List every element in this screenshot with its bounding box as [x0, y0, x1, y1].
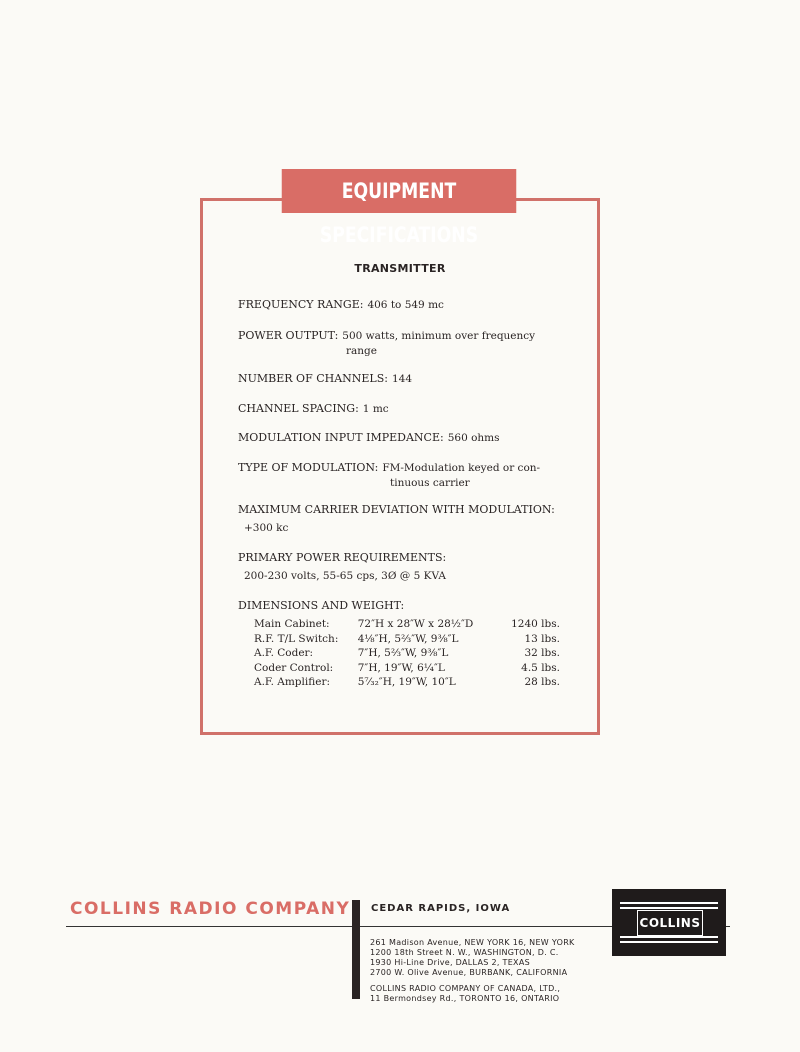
spec-power-requirements [238, 550, 568, 584]
spec-channel-spacing [238, 401, 568, 417]
table-row [254, 675, 560, 690]
spec-value: +300 kc [244, 522, 289, 534]
spec-value-cont: range [346, 345, 377, 357]
dim-size: 5⁷⁄₃₂″H, 19″W, 10″L [357, 676, 456, 688]
dim-item: A.F. Amplifier: [254, 676, 330, 688]
spec-label: MAXIMUM CARRIER DEVIATION WITH MODULATION: [238, 503, 555, 516]
dimensions-table [254, 617, 560, 690]
address-line: 11 Bermondsey Rd., TORONTO 16, ONTARIO [370, 994, 560, 1003]
logo-text: COLLINS [637, 910, 703, 936]
spec-value-cont: tinuous carrier [390, 477, 470, 489]
spec-frequency-range [238, 297, 568, 313]
spec-value: FM-Modulation keyed or con- [382, 462, 541, 474]
spec-value: 144 [391, 373, 413, 385]
section-title: TRANSMITTER [354, 262, 446, 275]
table-row [254, 661, 560, 676]
spec-value: 1 mc [362, 403, 389, 415]
address-line: COLLINS RADIO COMPANY OF CANADA, LTD., [370, 984, 561, 993]
spec-label: TYPE OF MODULATION: [238, 461, 379, 474]
dim-item: Main Cabinet: [254, 618, 330, 630]
dim-item: Coder Control: [254, 661, 334, 674]
page-title: EQUIPMENT SPECIFICATIONS [282, 169, 517, 213]
table-row [254, 646, 560, 661]
spec-power-output [238, 328, 568, 359]
dim-size: 72″H x 28″W x 28½″D [357, 618, 474, 630]
spec-label: PRIMARY POWER REQUIREMENTS: [238, 551, 447, 564]
spec-deviation [238, 502, 568, 536]
spec-value: 406 to 549 mc [367, 299, 444, 311]
spec-channels [238, 371, 568, 387]
address-line: 261 Madison Avenue, NEW YORK 16, NEW YORK [370, 938, 575, 947]
dim-size: 7″H, 5⅔″W, 9⅜″L [357, 647, 449, 659]
dim-weight: 28 lbs. [524, 676, 560, 688]
spec-dimensions [238, 598, 568, 613]
dim-weight: 13 lbs. [524, 632, 560, 645]
spec-modulation-type [238, 460, 568, 491]
dim-weight: 4.5 lbs. [521, 661, 560, 674]
table-row [254, 632, 560, 647]
dim-weight: 1240 lbs. [511, 618, 560, 630]
spec-label: DIMENSIONS AND WEIGHT: [238, 599, 405, 612]
spec-label: FREQUENCY RANGE: [238, 298, 364, 311]
spec-label: CHANNEL SPACING: [238, 402, 359, 415]
address-line: 1200 18th Street N. W., WASHINGTON, D. C. [370, 948, 559, 957]
address-line: 2700 W. Olive Avenue, BURBANK, CALIFORNIA [370, 968, 568, 977]
office-addresses [370, 938, 575, 1004]
spec-value: 200-230 volts, 55-65 cps, 3Ø @ 5 KVA [244, 570, 446, 582]
collins-logo [612, 889, 726, 956]
dim-item: A.F. Coder: [254, 647, 314, 659]
dim-size: 4⅛″H, 5⅔″W, 9⅜″L [357, 632, 459, 645]
spec-label: POWER OUTPUT: [238, 329, 339, 342]
company-name: COLLINS RADIO COMPANY [70, 899, 351, 919]
spec-impedance [238, 430, 568, 446]
spec-label: MODULATION INPUT IMPEDANCE: [238, 431, 444, 444]
dim-item: R.F. T/L Switch: [254, 632, 339, 645]
footer-vertical-bar [352, 900, 360, 999]
table-row [254, 617, 560, 632]
spec-value: 500 watts, minimum over frequency [342, 330, 536, 342]
company-city: CEDAR RAPIDS, IOWA [371, 903, 511, 914]
dim-weight: 32 lbs. [524, 647, 560, 659]
address-line: 1930 Hi-Line Drive, DALLAS 2, TEXAS [370, 958, 530, 967]
spec-value: 560 ohms [447, 432, 500, 444]
spec-label: NUMBER OF CHANNELS: [238, 372, 388, 385]
dim-size: 7″H, 19″W, 6¼″L [357, 661, 445, 674]
